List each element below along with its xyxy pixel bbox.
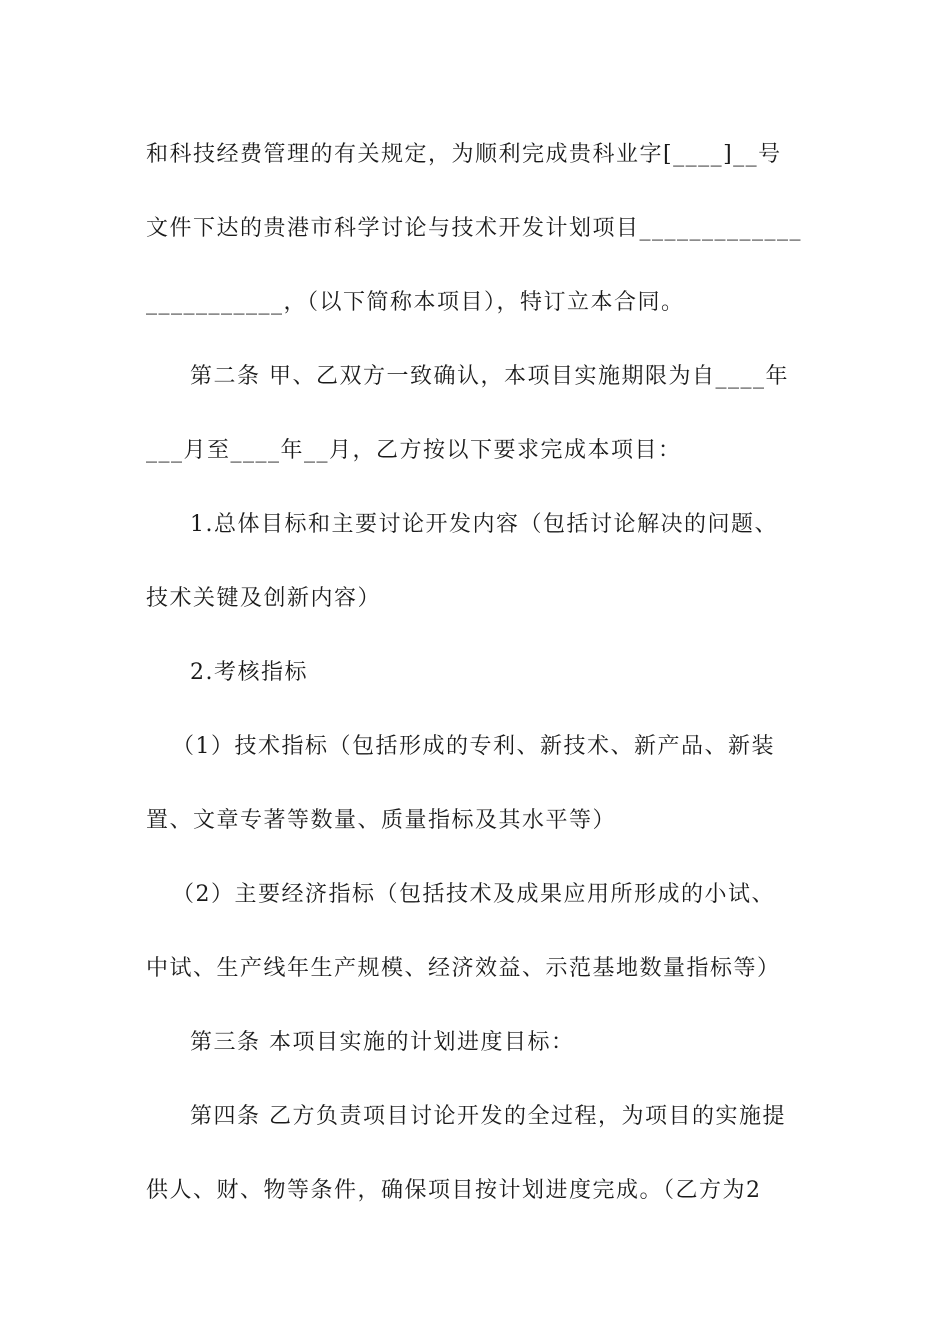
article-2-line-2: ___月至____年__月，乙方按以下要求完成本项目：: [146, 438, 682, 463]
article-4-line-1: 第四条 乙方负责项目讨论开发的全过程，为项目的实施提: [190, 1104, 786, 1129]
item-1-line-1: 1.总体目标和主要讨论开发内容（包括讨论解决的问题、: [190, 512, 778, 537]
article-4-line-2: 供人、财、物等条件，确保项目按计划进度完成。（乙方为2: [146, 1178, 762, 1203]
subitem-1-line-1: （1）技术指标（包括形成的专利、新技术、新产品、新装: [172, 734, 775, 759]
text-line-2: 文件下达的贵港市科学讨论与技术开发计划项目_____________: [146, 216, 803, 241]
text-line-3: ___________，（以下简称本项目），特订立本合同。: [146, 290, 685, 315]
subitem-2-line-1: （2）主要经济指标（包括技术及成果应用所形成的小试、: [172, 882, 775, 907]
subitem-2-line-2: 中试、生产线年生产规模、经济效益、示范基地数量指标等）: [146, 956, 781, 981]
subitem-1-line-2: 置、文章专著等数量、质量指标及其水平等）: [146, 808, 617, 833]
article-3-line: 第三条 本项目实施的计划进度目标：: [190, 1030, 575, 1055]
item-2-heading: 2.考核指标: [190, 660, 308, 685]
item-1-line-2: 技术关键及创新内容）: [146, 586, 382, 611]
article-2-line-1: 第二条 甲、乙双方一致确认，本项目实施期限为自____年: [190, 364, 789, 389]
text-line-1: 和科技经费管理的有关规定，为顺利完成贵科业字[____]__号: [146, 142, 782, 167]
